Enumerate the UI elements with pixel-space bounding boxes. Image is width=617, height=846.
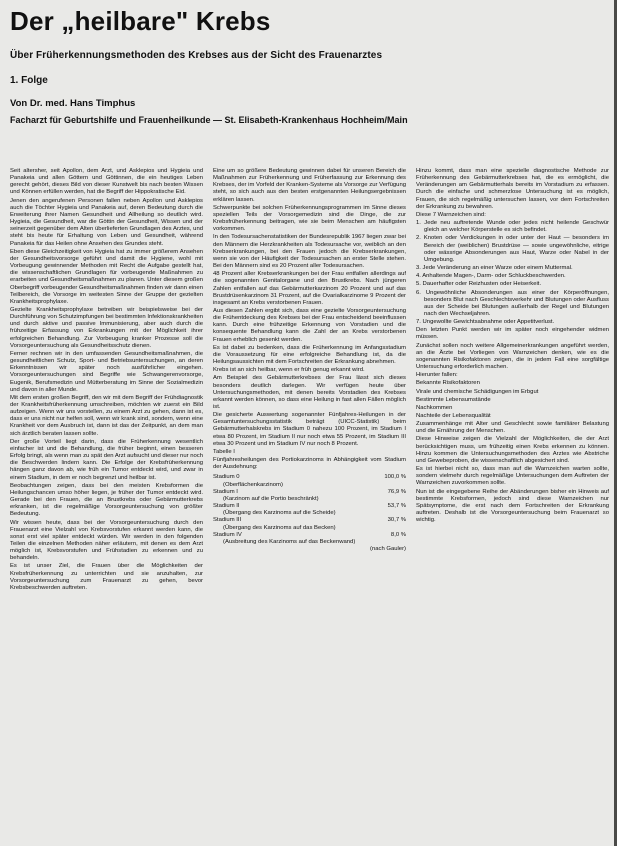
paragraph: 4. Anhaltende Magen-, Darm- oder Schluckbeschwerden. — [416, 273, 566, 280]
paragraph: Eine um so größere Bedeutung gewinnen dabei für unseren Bereich die Maßnahmen zur Früherkennung und Früherfassung zur Erkennung des Krebses, der im Vorfeld der Kranken-Systeme als Vorsorge zur Verfügung steht, so sich auch aus den besten erstgenannten Heilungsergebnissen erklären lassen. — [213, 168, 406, 203]
paragraph: Der große Vorteil liegt darin, dass die Früherkennung wesentlich einfacher ist und die Behandlung, die früher beginnt, einen besseren Erfolg bringt, als wenn man zu spät den Arzt aufsucht und dieser nur noch die Beschwerden lindern kann. Die Erfolge der Krebsfrüherkennung hängen ganz davon ab, wie früh ein Tumor entdeckt wird, und zwar in einem Stadium, in dem er noch begrenzt und heilbar ist. — [10, 438, 203, 481]
paragraph: 3. Jede Veränderung an einer Warze oder einem Muttermal. — [416, 265, 573, 272]
paragraph: Es ist unser Ziel, die Frauen über die Möglichkeiten der Krebsfrüherkennung zu unterrichten und sie anzuhalten, zur Vorsorgeuntersuchung zum Frauenarzt zu gehen, bevor Krebsbeschwerden auftreten. — [10, 563, 203, 591]
table-row — [213, 532, 406, 539]
table-cell-label: (Oberflächenkarzinom) — [223, 481, 283, 488]
paragraph: Es ist hierbei nicht so, dass man auf die Warnzeichen warten sollte, sondern vielmehr durch regelmäßige Untersuchungen dem Auftreten der Warnzeichen zuvorkommen sollte. — [416, 466, 609, 487]
paragraph: Die gesicherte Auswertung sogenannter Fünfjahres-Heilungen in der Gesamtuntersuchungsstatistik beträgt (UICC-Statistik) beim Gebärmutterhalskrebs im Stadium 0 nahezu 100 Prozent, im Stadium I etwa 80 Prozent, im Stadium II nur noch etwa 55 Prozent, im Stadium III etwa 30 Prozent und im Stadium IV nur noch 8 Prozent. — [213, 412, 406, 447]
table-cell-value: 53,7 % — [387, 503, 406, 510]
stage-table — [213, 474, 406, 553]
paragraph: Hinzu kommt, dass man eine spezielle diagnostische Methode zur Früherkennung des Gebärmutterkrebses hat, die es ermöglicht, die Veränderungen am Gebärmutterhals bereits im Vorstadium zu erfassen. Durch die einfache und schmerzlose Untersuchung ist es möglich, Frauen, die sich regelmäßig untersuchen lassen, vor dem Fortschreiten der Erkrankung zu bewahren. — [416, 168, 609, 210]
paragraph: Beobachtungen zeigen, dass bei den meisten Krebsformen die Heilungschancen umso höher liegen, je früher der Tumor entdeckt wird. Gerade bei den Frauen, die an Brustkrebs oder Gebärmutterkrebs erkranken, ist die regelmäßige Vorsorgeuntersuchung von größter Bedeutung. — [10, 482, 203, 518]
table-row — [213, 510, 406, 517]
paragraph: Nun ist die eingegebene Reihe der Abänderungen bisher ein Hinweis auf bestimmte Krebsformen, jedoch sind diese Warnzeichen nur Spätsymptome, die erst nach dem Fortschreiten der Erkrankung auftreten. Deshalb ist die Vorsorgeuntersuchung beim Frauenarzt so wichtig. — [416, 488, 609, 524]
paragraph: Den letzten Punkt werden wir im später noch eingehender widmen müssen. — [416, 327, 609, 341]
table-row — [213, 496, 406, 503]
paragraph: Krebs ist an sich heilbar, wenn er früh genug erkannt wird. — [213, 367, 365, 374]
table-row — [213, 525, 406, 532]
paragraph: Diese Hinweise zeigen die Vielzahl der Möglichkeiten, die der Arzt berücksichtigen muss, um frühzeitig einen Krebs erkennen zu können. Hinzu kommen die Untersuchungsmethoden des Arztes wie Abstriche und Gewebeproben, die wissenschaftlich abgesichert sind. — [416, 436, 609, 464]
author-line: Von Dr. med. Hans Timphus — [10, 98, 136, 109]
table-cell-label: Stadium IV — [213, 531, 242, 538]
article-body — [10, 168, 609, 842]
table-cell-value: 76,9 % — [387, 488, 406, 495]
paragraph: Hierunter fallen: — [416, 372, 458, 379]
table-cell-value: 100,0 % — [384, 474, 406, 481]
table-cell-label: (Übergang des Karzinoms auf die Scheide) — [223, 510, 336, 517]
article-subtitle: Über Früherkennungsmethoden des Krebses aus der Sicht des Frauenarztes — [10, 50, 383, 61]
paragraph: Zusammenhänge mit Alter und Geschlecht sowie familiärer Belastung und die Ernährung der Menschen. — [416, 421, 609, 435]
paragraph: Eben diese Gleichzeitigkeit von Hygieia hat zu immer größerem Ansehen der Gesundheitsvorsorge geführt und damit die Hygiene, wohl mit Vorbeugung gewinnender Methoden mit Recht die Aufgabe gestellt hat, die wissenschaftlichen Grundlagen für vorbeugende Maßnahmen zu erarbeiten und Gesundheitsmaßnahmen zu planen. Unter diesem großen Oberbegriff vorbeugender Gesundheitsmaßnahmen finden wir dann einen Teilbereich, die Vorsorge im weitesten Sinne der Gruppe der gezielten Krankheitsprophylaxe. — [10, 248, 203, 305]
author-affiliation: Facharzt für Geburtshilfe und Frauenheilkunde — St. Elisabeth-Krankenhaus Hochheim/Main — [10, 115, 408, 125]
paragraph: 2. Knoten oder Verdickungen in oder unter der Haut — besonders im Bereich der (weiblichen) Brustdrüse — sowie ungewöhnliche, eitrige oder wässrige Absonderungen aus Haut, Warze oder Nabel in der Umgebung. — [416, 235, 609, 263]
paragraph: 1. Jede neu auftretende Wunde oder jedes nicht heilende Geschwür gleich an welcher Körperstelle es sich befindet. — [416, 220, 609, 234]
paragraph: 7. Ungewollte Gewichtsabnahme oder Appetitverlust. — [416, 319, 555, 326]
table-cell-value: 8,0 % — [390, 531, 406, 538]
article-title: Der „heilbare" Krebs — [10, 6, 271, 36]
paragraph: 6. Ungewöhnliche Absonderungen aus einer der Körperöffnungen, besonders Blut nach Geschlechtsverkehr und Blutungen oder Ausfluss aus der Scheide bei Blutungen außerhalb der Regel und Blutungen nach den Wechseljahren. — [416, 289, 609, 317]
paragraph: Nachkommen — [416, 404, 453, 411]
table-cell-label: (Ausbreitung des Karzinoms auf das Beckenwand) — [223, 538, 356, 545]
paragraph: In den Todesursachenstatistiken der Bundesrepublik 1967 liegen zwar bei den Männern die Herzkrankheiten als Todesursache vor, weiblich an den Krebserkrankungen, bei den Frauen jedoch die Krebserkrankungen, wenn sie von der Häufigkeit der Todesursachen an erster Stelle stehen. Bei den Männern sind es 20 Prozent aller Todesursachen. — [213, 234, 406, 270]
table-row — [213, 539, 406, 546]
paragraph: Nachteile der Lebensqualität — [416, 413, 491, 419]
episode-label: 1. Folge — [10, 75, 48, 86]
paragraph: Zunächst sollen noch weitere Allgemeinerkrankungen angeführt werden, an die Ärzte bei Vorliegen von Warnzeichen denken, wie es die sogenannten Risikofaktoren zeigen, die in jedem Fall eine sorgfältige Untersuchung erforderlich machen. — [416, 342, 609, 371]
paragraph: 48 Prozent aller Krebserkrankungen bei der Frau entfallen allerdings auf die sogenannten Genitalorgane und den Brustkrebs. Nach jüngeren Zahlen entfallen auf das Gebärmutterkarzinom 20 Prozent und auf das Brustdrüsenkarzinom 31 Prozent, auf die Ovarialkarzinome 9 Prozent der insgesamt an Krebs verstorbenen Frauen. — [213, 271, 406, 306]
paragraph: Wir wissen heute, dass bei der Vorsorgeuntersuchung durch den Frauenarzt eine Vielzahl von Krebsvorstufen erkannt werden kann, die sonst erst viel später entdeckt würden. Wir werden in den folgenden Teilen die einzelnen Methoden näher erläutern, mit denen es dem Arzt möglich ist, Krebsvorstufen und Frühstadien zu erkennen und zu behandeln. — [10, 519, 203, 562]
table-cell-label: Stadium III — [213, 517, 242, 524]
table-cell-label: Stadium II — [213, 503, 240, 510]
text-column-3 — [416, 168, 609, 842]
paragraph: Bestimmte Lebensumstände — [416, 396, 491, 403]
paragraph: Jenen den angerufenen Personen fallen neben Apollon und Asklepios auch die Töchter Hygieia und Panakeia auf, deren Bedeutung durch die Erweiterung ihrer Namen Gesundheit und Allheilung so deutlich wird. Hygieia, die Gesundheit, war die Göttin der Gesundheit, Wissen und der seinerzeit gegenüber dem Alten überlieferten Grundlagen des Arztes, und steht bis heute für Erhaltung von Leben und Gesundheit, während Panakeia für das Heilen ohne Ansehen des Grundes steht. — [10, 197, 203, 247]
table-row — [213, 482, 406, 489]
table-cell-label: Stadium 0 — [213, 474, 240, 481]
table-cell-value: 30,7 % — [387, 517, 406, 524]
table-source: (nach Gauler) — [369, 545, 406, 552]
paragraph: Gezielte Krankheitsprophylaxe betreiben wir beispielsweise bei der Durchführung von Schutzimpfungen bei bestimmten Infektionskrankheiten und durch aktive und passive Immunisierung, aber auch durch die frühzeitige Erfassung von Erkrankungen mit der Möglichkeit ihrer erfolgreichen Behandlung. Zur Vorbeugung kranker Prozesse soll die Vorsorgeuntersuchung als Gesundheitsschutz dienen. — [10, 306, 203, 349]
paragraph: 5. Dauerhafter oder Reizhusten oder Heiserkeit. — [416, 281, 542, 288]
paragraph: Bekannte Risikofaktoren — [416, 380, 480, 387]
paragraph: Diese 7 Warnzeichen sind: — [416, 211, 486, 218]
table-cell-label: (Übergang des Karzinoms auf das Becken) — [223, 524, 336, 531]
paragraph: Fünfjahresheilungen des Portiokarzinoms in Abhängigkeit vom Stadium der Ausdehnung: — [213, 457, 406, 471]
text-column-2 — [213, 168, 406, 842]
paragraph: Es ist dabei zu bedenken, dass die Früherkennung im Anfangsstadium die Voraussetzung für eine erfolgreiche Behandlung ist, da die Heilungsaussichten mit dem Fortschreiten der Erkrankung abnehmen. — [213, 344, 406, 366]
table-row — [213, 517, 406, 524]
paragraph: Tabelle I — [213, 448, 235, 455]
text-column-1 — [10, 168, 203, 842]
paragraph: Seit altersher, seit Apollon, dem Arzt, und Asklepios und Hygieia und Panakeia und allen Göttern und Göttinnen, die ein heutiges Leben gerecht gehört, dieses Bild von dieser Kunstwelt bis nach besten Wissen und Können erfüllen werden, hat die Begriff der Hippokratische Eid. — [10, 168, 203, 196]
paragraph: Schwerpunkte bei solchen Früherkennungsprogrammen im Sinne dieses speziellen Teils der Vorsorgemedizin sind die Dinge, die zur Krebsfrüherkennung beitragen, wie sie beim Menschen am häufigsten vorkommen. — [213, 204, 406, 233]
paragraph: Virale und chemische Schädigungen im Erbgut — [416, 388, 539, 395]
table-cell-label: (Karzinom auf die Portio beschränkt) — [223, 495, 319, 502]
paragraph: Mit dem ersten großen Begriff, den wir mit dem Begriff der Frühdiagnostik der Krankheitsfrüherkennung umschreiben, möchten wir zuerst ein Bild aufzeigen. Wenn wir uns vorstellen, zu einem Arzt zu gehen, dann ist es, dass er uns nicht nur helfen soll, wenn wir krank sind, sondern, wenn eine Krankheit vor dem Ausbruch ist, dann ist das der Zeitpunkt, an dem man sich ärztlich beraten lassen sollte. — [10, 394, 203, 437]
table-row — [213, 489, 406, 496]
paragraph: Aus diesen Zahlen ergibt sich, dass eine gezielte Vorsorgeuntersuchung die Frühentdeckung des Krebses bei der Frau entscheidend beeinflussen kann. Durch eine frühzeitige Erkennung von Vorstadien und die konsequente Behandlung kann die Zahl der an Krebs verstorbenen Frauen erheblich gesenkt werden. — [213, 307, 406, 343]
paragraph: Ferner rechnen wir in den umfassenden Gesundheitsmaßnahmen, die gesundheitlichen Schutz, Sport- und Betriebsuntersuchungen, an deren Erkenntnissen wir später noch ausführlicher eingehen. Vorsorgeuntersuchungen sind Begriffe wie Schwangerenvorsorge, Eugenik, Berufsmedizin und Mütterberatung im Sinne der Sozialmedizin und davon in aller Munde. — [10, 350, 203, 393]
table-row — [213, 474, 406, 481]
table-cell-label: Stadium I — [213, 488, 238, 495]
paragraph: Am Beispiel des Gebärmutterkrebses der Frau lässt sich dieses besonders deutlich darlegen. Wir verfügen heute über Untersuchungsmethoden, mit denen bereits Vorstadien des Krebses erkannt werden können, so dass eine Heilung in fast allen Fällen möglich ist. — [213, 375, 406, 410]
